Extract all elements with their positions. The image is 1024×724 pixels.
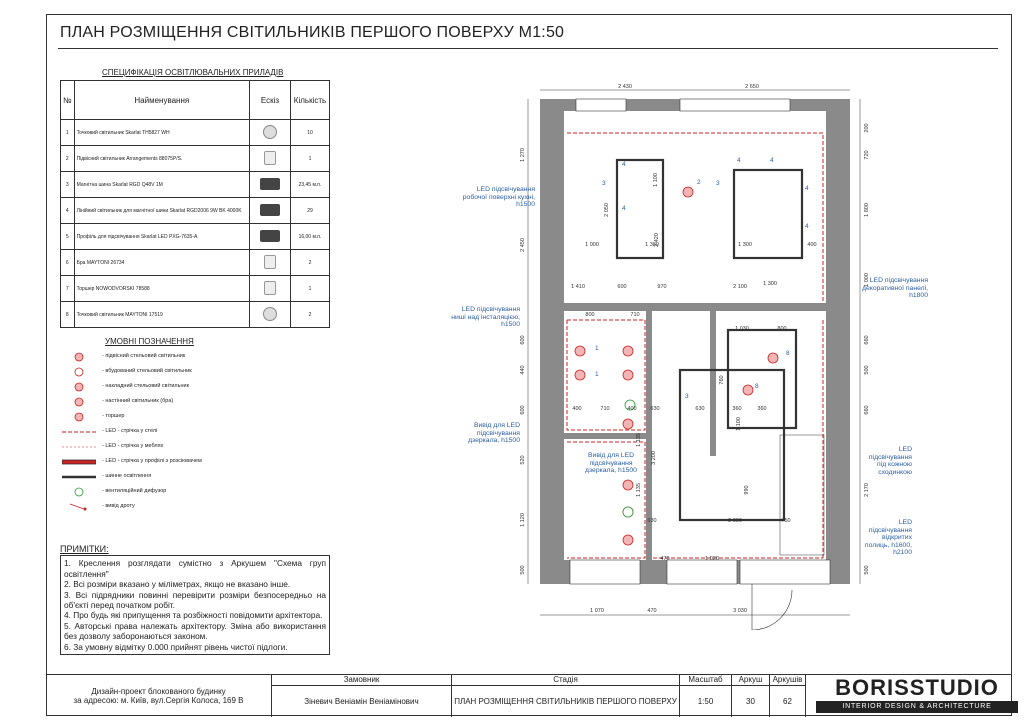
dim-inner: 1 300 [738,242,752,248]
sheets-label: Аркушів [770,675,805,686]
dim-right: 500 [864,365,870,375]
legend-symbol-pendant [62,352,96,362]
dim-inner: 1 100 [653,173,659,187]
spec-row [61,302,330,328]
window-top-1 [576,99,626,111]
dim-bottom: 470 [647,608,657,614]
legend-symbol-rail [62,472,96,482]
legend-symbol-recessed [62,367,96,377]
stage-label: Стадія [452,675,679,686]
annotation-mirror-output-2: Вивід для LED підсвічування дзеркала, h1500 [585,452,637,474]
address-line-2: за адресою: м. Київ, вул.Сергія Колоса, 169 В [73,696,244,705]
recessed-spot-light [623,370,633,380]
dim-inner: 970 [657,284,667,290]
legend-label: - настінний світильник (бра) [102,398,174,404]
window-bottom-3 [740,560,830,584]
dim-inner: 360 [732,406,742,412]
spec-row [61,120,330,146]
recessed-spot-light [623,535,633,545]
stairs [780,435,824,555]
studio-logo: BORISSTUDIO [835,675,999,700]
luminaire-code: 4 [805,223,809,230]
luminaire-code: 3 [602,180,606,187]
tb-address [46,675,271,717]
sheet-value: 30 [746,697,755,706]
dim-bottom: 1 070 [590,608,604,614]
note-line: 2. Всі розміри вказано у міліметрах, якщо не вказано інше. [64,579,291,590]
tb-sheets [769,675,805,717]
spec-header-qty: Кількість [291,81,330,120]
window-bottom-2 [667,560,737,584]
dim-top: 2 430 [618,84,632,90]
spec-header-sketch: Ескіз [250,81,291,120]
luminaire-code: 4 [622,161,626,168]
spec-row-name: Лінійний світильник для магнітної шини Skarlat RGD2006 9W BK 4000K [74,198,249,224]
recessed-spot-light [623,346,633,356]
recessed-spot-light [575,370,585,380]
window-top-2 [680,99,790,111]
profile-icon [260,230,280,242]
wall-lamp-icon [264,255,276,269]
dim-left: 600 [520,335,526,345]
dim-inner: 750 [781,518,791,524]
dim-inner: 630 [695,406,705,412]
spec-row-num: 2 [61,146,75,172]
dim-inner: 470 [660,556,670,562]
luminaire-code: 8 [786,350,790,357]
legend-item [60,350,330,365]
pendant-light-mark [683,187,693,197]
tb-customer [271,675,451,717]
spec-row-name: Бра MAYTONI 26734 [74,250,249,276]
dim-inner: 1 135 [636,483,642,497]
dim-inner: 360 [757,406,767,412]
spec-header-name: Найменування [74,81,249,120]
spec-header-row [61,81,330,120]
stage-value: ПЛАН РОЗМІЩЕННЯ СВІТИЛЬНИКІВ ПЕРШОГО ПОВЕРХУ [454,697,677,706]
dim-right: 720 [864,150,870,160]
spec-row-sketch [250,224,291,250]
spec-row-name: Магнітна шина Skarlat RGD Q48V 1M [74,172,249,198]
spec-row-sketch [250,120,291,146]
dim-left: 500 [520,565,526,575]
legend-symbol-led-furniture [62,442,96,452]
dim-inner: 400 [807,242,817,248]
legend-item [60,440,330,455]
dim-inner: 1 000 [585,242,599,248]
spot-light-icon [263,125,277,139]
spec-row-sketch [250,276,291,302]
dim-inner: 710 [630,312,640,318]
magnetic-rail-icon [260,178,280,190]
spec-row-num: 4 [61,198,75,224]
dim-right: 660 [864,405,870,415]
diffuser-mark [623,507,633,517]
address-line-1: Дизайн-проект блокованого будинку [91,687,226,696]
sheet-label: Аркуш [732,675,769,686]
spec-row-sketch [250,250,291,276]
spec-row-qty: 1 [291,276,330,302]
note-line: 5. Авторські права належать архітектору. Зміна або використання без дозволу заборонаються законом. [64,620,326,642]
stair-flight [780,435,824,555]
dim-inner: 800 [585,312,595,318]
spec-row-name: Підвісний світильник Arrangements 88075P/S. [74,146,249,172]
dim-inner: 400 [627,406,637,412]
legend-symbol-wire [62,502,96,512]
legend-label: - LED - стрічка у стелі [102,428,158,434]
luminaire-code: 1 [595,371,599,378]
spec-row-name: Торшер NOWODVORSKI 78588 [74,276,249,302]
scale-label: Масштаб [680,675,731,686]
spec-row-qty: 2 [291,250,330,276]
legend-item [60,380,330,395]
spec-row [61,172,330,198]
recessed-spot-light [623,480,633,490]
dim-inner: 1 410 [571,284,585,290]
spec-row [61,146,330,172]
luminaire-code: 1 [595,345,599,352]
spec-row [61,198,330,224]
notes [60,544,330,655]
legend-label: - вентиляційний дифузор [102,488,167,494]
legend-item [60,395,330,410]
dim-inner: 1 380 [645,242,659,248]
wall-stair-top [716,303,826,311]
note-line: 1. Креслення розглядати сумістно з Аркушем "Схема груп освітлення" [64,558,326,579]
dim-inner: 1 135 [636,433,642,447]
dimension-labels [520,84,870,614]
spec-row [61,276,330,302]
recessed-spot-light [575,346,585,356]
tb-scale [679,675,731,717]
spec-row-sketch [250,302,291,328]
note-line: 3. Всі підрядники повинні перевірити розміри безпосередньо на об'єкті перед початком робіт. [64,589,326,611]
rail-stair [728,330,796,428]
wall-stair-left [710,311,716,456]
dim-left: 1 120 [520,513,526,527]
legend-symbol-wall [62,397,96,407]
spec-caption: СПЕЦИФІКАЦІЯ ОСВІТЛЮВАЛЬНИХ ПРИЛАДІВ [102,68,284,77]
legend-label: - накладний стельовий світильник [102,383,189,389]
wall-bath-split [564,433,646,439]
luminaire-code: 4 [770,157,774,164]
spec-row-name: Точковий світильник MAYTONI 17519 [74,302,249,328]
spec-row-num: 7 [61,276,75,302]
studio-logo-sub: INTERIOR DESIGN & ARCHITECTURE [816,701,1018,713]
dim-right: 1 000 [864,273,870,287]
entrance-door [752,584,792,630]
spec-row-num: 6 [61,250,75,276]
wall-right [826,99,850,584]
notes-frame [60,555,330,655]
legend-label: - LED - стрічка у меблях [102,443,164,449]
spec-header-num: № [61,81,75,120]
customer-value: Зіневич Веніамін Веніамінович [304,697,419,706]
annotation-niche: LED підсвічування ниші над інсталяцією, h1500 [451,306,520,328]
legend-item [60,485,330,500]
spec-row-qty: 23,45 м.п. [291,172,330,198]
legend [60,350,330,515]
annotation-mirror-output: Вивід для LED підсвічування дзеркала, h1500 [468,422,520,444]
legend-label: - вивід дроту [102,503,135,509]
linear-light-icon [260,204,280,216]
legend-symbol-surface [62,382,96,392]
legend-item [60,455,330,470]
annotation-shelves: LED підсвічування відкритих полиць, h1600, h2100 [864,519,912,556]
tb-sheet [731,675,769,717]
dim-left: 2 450 [520,238,526,252]
annotation-work-surface: LED підсвічування робочої поверхні кухні, h1500 [462,186,535,208]
rail-hall [680,370,784,520]
luminaire-code: 3 [685,393,689,400]
legend-symbol-led-ceiling [62,427,96,437]
legend-label: - підвісний стельовий світильник [102,353,186,359]
pendant-light-mark [743,385,753,395]
spec-row-num: 1 [61,120,75,146]
dim-right: 660 [864,335,870,345]
spec-row [61,250,330,276]
window-bottom-1 [570,560,640,584]
scale-value: 1:50 [697,697,714,706]
dim-inner: 2 050 [604,203,610,217]
annotation-deco-panel: LED підсвічування декоративної панелі, h1800 [862,277,928,299]
legend-item [60,365,330,380]
dim-right: 200 [864,123,870,133]
pendant-light-icon [264,151,276,165]
dim-left: 600 [520,405,526,415]
spec-row-qty: 2 [291,302,330,328]
spec-row-qty: 10 [291,120,330,146]
dim-inner: 400 [572,406,582,412]
spec-row-qty: 16,00 м.п. [291,224,330,250]
downlight-icon [263,307,277,321]
dim-inner: 990 [744,485,750,495]
dim-left: 440 [520,365,526,375]
dim-right: 1 800 [864,203,870,217]
luminaire-code: 4 [622,205,626,212]
dim-inner: 2 100 [733,284,747,290]
legend-label: - LED - стрічка у профілі з розсіювачем [102,458,202,464]
dim-inner: 710 [600,406,610,412]
legend-label: - торшер [102,413,125,419]
notes-title: ПРИМІТКИ: [60,544,109,554]
spec-row-name: Профіль для підсвічування Skarlat LED PXG-7635-A [74,224,249,250]
title-divider [58,48,998,49]
dim-inner: 1 300 [763,281,777,287]
dim-left: 1 270 [520,148,526,162]
wall-left [540,99,564,584]
dim-inner: 760 [719,375,725,385]
luminaire-code: 8 [755,383,759,390]
legend-symbol-floor [62,412,96,422]
legend-caption: УМОВНІ ПОЗНАЧЕННЯ [105,337,194,346]
dim-inner: 1 100 [736,417,742,431]
dim-right: 2 170 [864,483,870,497]
spec-row [61,224,330,250]
dim-bottom: 3 030 [733,608,747,614]
legend-symbol-diffuser [62,487,96,497]
spec-row-num: 8 [61,302,75,328]
outer-walls [540,99,850,584]
dim-top: 2 650 [745,84,759,90]
legend-item [60,470,330,485]
dim-right: 500 [864,565,870,575]
pendant-light-mark [768,353,778,363]
spec-row-num: 3 [61,172,75,198]
annotation-stair: LED підсвічування під кожною сходинкою [868,446,912,476]
dim-inner: 800 [777,326,787,332]
note-line: 4. Про будь які припущення та розбіжності повідомити архітектора. [64,610,323,621]
spec-row-num: 5 [61,224,75,250]
dim-inner: 1 030 [735,326,749,332]
dim-inner: 2 000 [728,518,742,524]
legend-item [60,410,330,425]
tb-stage [451,675,679,717]
dim-inner: 2 420 [654,233,660,247]
spec-row-qty: 29 [291,198,330,224]
luminaire-code: 3 [716,180,720,187]
dim-inner: 630 [650,406,660,412]
floor-plan [440,80,880,630]
legend-item [60,500,330,515]
spec-row-sketch [250,146,291,172]
drawing-title: ПЛАН РОЗМІЩЕННЯ СВІТИЛЬНИКІВ ПЕРШОГО ПОВЕРХУ М1:50 [60,24,565,41]
customer-label: Замовник [272,675,451,686]
dim-inner: 1 020 [705,556,719,562]
legend-symbol-led-profile [62,457,96,467]
spec-table [60,80,330,328]
legend-label: - шинне освітлення [102,473,152,479]
legend-item [60,425,330,440]
luminaire-code: 4 [737,157,741,164]
spec-row-sketch [250,172,291,198]
spec-row-qty: 1 [291,146,330,172]
spec-row-name: Точковий світильник Skarlat TH5827 WH [74,120,249,146]
dim-inner: 630 [647,518,657,524]
sheets-value: 62 [783,697,792,706]
spec-row-sketch [250,198,291,224]
luminaire-code: 2 [697,179,701,186]
dim-inner: 600 [617,284,627,290]
legend-label: - вбудований стельовий світильник [102,368,192,374]
dim-inner: 3 200 [651,451,657,465]
recessed-spot-light [623,419,633,429]
dim-left: 520 [520,455,526,465]
luminaire-code: 4 [805,185,809,192]
note-line: 6. За умовну відмітку 0.000 прийнят рівень чистої підлоги. [64,641,288,652]
floor-lamp-icon [264,281,276,295]
